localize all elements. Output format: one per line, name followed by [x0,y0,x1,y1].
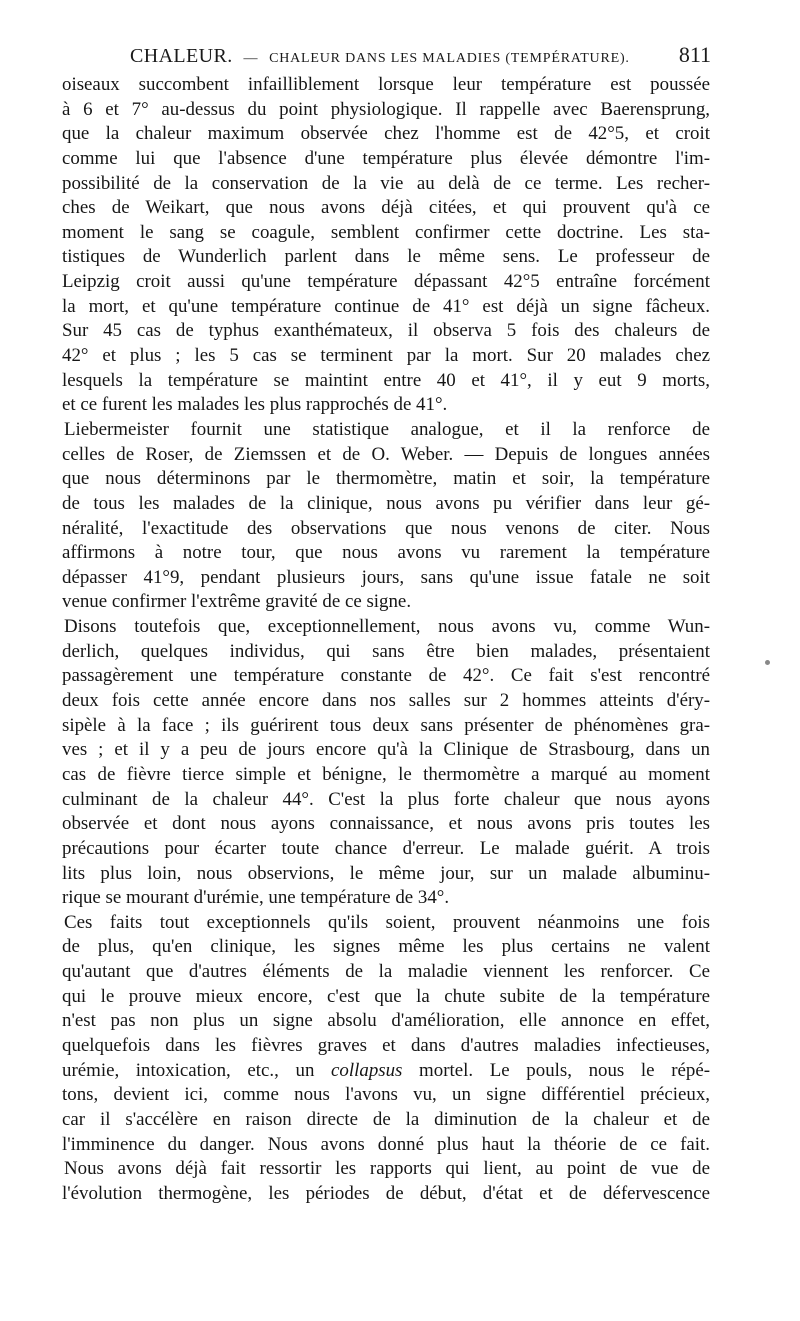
text-line: lesquels la température se maintint entre 40 et 41°, il y eut 9 morts, [62,369,710,391]
text-line: que la chaleur maximum observée chez l'homme est de 42°5, et croit [62,123,710,145]
text-line: car il s'accélère en raison directe de la diminution de la chaleur et de [62,1108,710,1130]
running-head-dash: — [243,51,259,66]
text-line: qu'autant que d'autres éléments de la maladie viennent les renforcer. Ce [62,961,710,983]
page-body [62,73,710,1206]
text-line: ches de Weikart, que nous avons déjà citées, et qui prouvent qu'à ce [62,197,710,219]
text-line: deux fois cette année encore dans nos salles sur 2 hommes atteints d'éry- [62,690,710,712]
text-line: comme lui que l'absence d'une température plus élevée démontre l'im- [62,147,710,169]
text-line: tistiques de Wunderlich parlent dans le même sens. Le professeur de [62,246,710,268]
text-line: Disons toutefois que, exceptionnellement, nous avons vu, comme Wun- [64,616,710,638]
text-line: derlich, quelques individus, qui sans être bien malades, présentaient [62,640,710,662]
text-line: 42° et plus ; les 5 cas se terminent par la mort. Sur 20 malades chez [62,345,710,367]
text-line: Sur 45 cas de typhus exanthémateux, il observa 5 fois des chaleurs de [62,320,710,342]
text-line: affirmons à notre tour, que nous avons vu rarement la température [62,542,710,564]
text-line: rique se mourant d'urémie, une température de 34°. [62,887,450,909]
text-line: quelquefois dans les fièvres graves et dans d'autres maladies infectieuses, [62,1034,710,1056]
text-line: l'évolution thermogène, les périodes de début, d'état et de défervescence [62,1182,710,1204]
page-header [130,42,711,70]
text-line: et ce furent les malades les plus rapprochés de 41°. [62,394,448,416]
text-line: dépasser 41°9, pendant plusieurs jours, sans qu'une issue fatale ne soit [62,566,710,588]
text-line: culminant de la chaleur 44°. C'est la plus forte chaleur que nous ayons [62,788,710,810]
margin-speck [765,660,770,665]
running-head-title: CHALEUR. [130,45,233,67]
text-line: sipèle à la face ; ils guérirent tous deux sans présenter de phénomènes gra- [62,714,710,736]
text-line: que nous déterminons par le thermomètre, matin et soir, la température [62,468,710,490]
text-line: qui le prouve mieux encore, c'est que la chute subite de la température [62,985,710,1007]
text-line: précautions pour écarter toute chance d'erreur. Le malade guérit. A trois [62,837,710,859]
text-line: à 6 et 7° au-dessus du point physiologique. Il rappelle avec Baerensprung, [62,98,710,120]
text-line: lits plus loin, nous observions, le même jour, sur un malade albuminu- [62,862,710,884]
text-line: observée et dont nous ayons connaissance, et nous avons pris toutes les [62,813,710,835]
text-line: la mort, et qu'une température continue de 41° est déjà un signe fâcheux. [62,295,710,317]
text-line: l'imminence du danger. Nous avons donné plus haut la théorie de ce fait. [62,1133,710,1155]
italic-term: collapsus [331,1059,403,1081]
text-line: cas de fièvre tierce simple et bénigne, le thermomètre a marqué au moment [62,763,710,785]
running-head-section: CHALEUR DANS LES MALADIES (TEMPÉRATURE). [269,51,630,66]
text-line: Liebermeister fournit une statistique analogue, et il la renforce de [64,418,710,440]
text-line: moment le sang se coagule, semblent confirmer cette doctrine. Les sta- [62,221,710,243]
text-line: n'est pas non plus un signe absolu d'amélioration, elle annonce en effet, [62,1010,710,1032]
text-line: de plus, qu'en clinique, les signes même les plus certains ne valent [62,936,710,958]
text-line: Ces faits tout exceptionnels qu'ils soient, prouvent néanmoins une fois [64,911,710,933]
text-line: ves ; et il y a peu de jours encore qu'à la Clinique de Strasbourg, dans un [62,739,710,761]
text-line: Nous avons déjà fait ressortir les rapports qui lient, au point de vue de [64,1158,710,1180]
text-line: venue confirmer l'extrême gravité de ce signe. [62,591,412,613]
text-line: de tous les malades de la clinique, nous avons pu vérifier dans leur gé- [62,492,710,514]
text-line: tons, devient ici, comme nous l'avons vu, un signe différentiel précieux, [62,1084,710,1106]
text-line: néralité, l'exactitude des observations que nous venons de citer. Nous [62,517,710,539]
text-line: passagèrement une température constante de 42°. Ce fait s'est rencontré [62,665,710,687]
text-line: Leipzig croit aussi qu'une température dépassant 42°5 entraîne forcément [62,271,710,293]
text-line: possibilité de la conservation de la vie au delà de ce terme. Les recher- [62,172,710,194]
text-line: urémie, intoxication, etc., un collapsus mortel. Le pouls, nous le répé- [62,1059,710,1081]
text-line: celles de Roser, de Ziemssen et de O. Weber. — Depuis de longues années [62,443,710,465]
running-head [130,45,630,68]
text-line: oiseaux succombent infailliblement lorsque leur température est poussée [62,74,710,95]
page-number: 811 [678,42,711,67]
